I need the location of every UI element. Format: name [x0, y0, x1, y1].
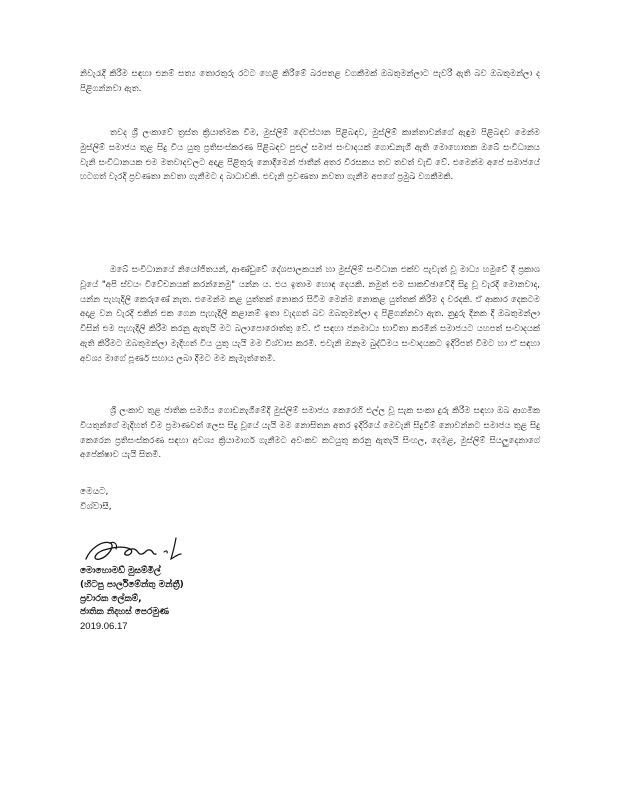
paragraph-3-text: ඔබේ සංවිධානයේ නියෝජිතයන්, ආණ්ඩුවේ දේශපාලකයන් හා මුස්ලිම් සංවිධාන එක්ව පැවැත් වූ මාධ්‍ය හමුවේ දී ප්‍රකාශ වූයේ "අපි ස්වයං විවේචනයක් කරන්නෙමු" යන්න ය. එය ඉතාම හොඳ දෙයකි. නමුත් එම සාකච්ඡාවේදී සිදු වූ වැරදි මොනවාද, යන්න පැහැදිලි කෙරුණේ නැත. එමෙන්ම කළ යුත්තක් නොකර සිටීම මෙන්ම නොකළ යුත්තක් කිරීම ද වරදකි. ඒ ආකාර දෙකටම අදාළ වන වැරදි එකින් එක ගෙන පැහැදිලි කළානම් ඉතා වැදගත් බව ඔබතුමන්ලා ද පිළිගන්නවා ඇත. නුදුරු දිනක දී ඔබතුමන්ලා විසින් එම පැහැදිලි කිරීම කරනු ඇතැයි මට බලාපොරොත්තු වේ. ඒ සඳහා ජනමාධ්‍ය භාවිතා කරමින් සමාජයට යහපත් සංවාදයක් ඇති කිරීමට ඔබතුමන්ලා මැදිහත් විය යුතු යැයි මම විශ්වාස කරමි. එවැනි ඔනෑම බුද්ධිමය සංවාදයකට ඉදිරිපත් වීමට හා ඒ සඳහා අවශ්‍ය මාගේ පූර්ණ සහාය ලබා දීමට මම කැමැත්තෙමි.	[80, 265, 540, 364]
signatory-organization: ජාතික නිදහස් පෙරමුණ	[80, 607, 170, 618]
paragraph-4-text: ශ්‍රී ලංකාව තුළ ජාතික සමගිය ගොඩනැගීමේදී මුස්ලිම් සමාජය කෙරෙහි එල්ල වූ සැක සංකා දුරු කිරීම සඳහා ඔබ ආගමික වියතුන්ගේ මැදිහත් වීම ප්‍රමාණවත් ලෙස සිදු වූයේ යැයි මම නොසිතන අතර ඉදිරියේ මෙවැනි සිදුවීම් නොවන්නට සමාජය තුළ සිදු කෙරෙන ප්‍රතිසංස්කරණ සඳහා අවශ්‍ය ක්‍රියාමාර්ග ගැනීමට අවංකව කටයුතු කරනු ඇතැයි සිංහල, දෙමළ, මුස්ලිම් සියලුදෙනාගේ අපේක්ෂාව යැයි සිතමි.	[80, 406, 540, 461]
paragraph-1: නිවැරැදි කිරීම සඳහා එනම් සත්‍ය තොරතුරු රටට හෙළි කිරීමේ බරපතළ වගකීමක් ඔබතුමන්ලාට පැවරී ඇති බව ඔබතුමන්ලා ද පිළිගන්නවා ඇත.	[80, 69, 540, 94]
signatory-title: ප්‍රචාරක ලේකම්,	[80, 593, 142, 604]
letter-date: 2019.06.17	[80, 621, 128, 633]
paragraph-2	[80, 126, 540, 246]
paragraph-4	[80, 404, 540, 478]
handwritten-signature	[80, 532, 190, 566]
closing-faithfully: විශ්වාසී,	[80, 502, 112, 512]
paragraph-2-text: තවද ශ්‍රී ලංකාවේ ත්‍රස්ත ක්‍රියාත්මක වීම, මුස්ලිම් දේවස්ථාන පිළිබඳව, මුස්ලිම් කාන්තාවන්ගේ ඇඳුම පිළිබඳව මෙන්ම මුස්ලිම් සමාජය තුළ සිදු විය යුතු ප්‍රතිසංස්කරණ පිළිබඳව පුළුල් සමාජ සංවාදයක් ගොඩනැගී ඇති මොහොතක ඔබේ සංවිධානය වැනි සංවිධානයක එම මතවාදවලට අදාළ පිළිතුරු නොදීමෙන් ජාතීන් අතර විරසකය තව තවත් වැඩි වේ. එමෙන්ම අපේ සමාජයේ හටගත් වැරදි ප්‍රවණතා නවතා ගැනීමට ද බාධාවකි. එවැනි ප්‍රවණතා නවතා ගැනීම අපගේ ප්‍රමුඛ වගකීමකි.	[80, 128, 540, 183]
closing-salutation: මෙයට,	[80, 487, 109, 497]
signature-block	[80, 565, 380, 634]
signatory-name: මොහොමඩ් මුසම්මිල්	[80, 566, 161, 576]
paragraph-3	[80, 263, 540, 395]
signatory-former-role: (හිටපු පාර්ලිමේන්තු මන්ත්‍රී)	[80, 579, 184, 590]
